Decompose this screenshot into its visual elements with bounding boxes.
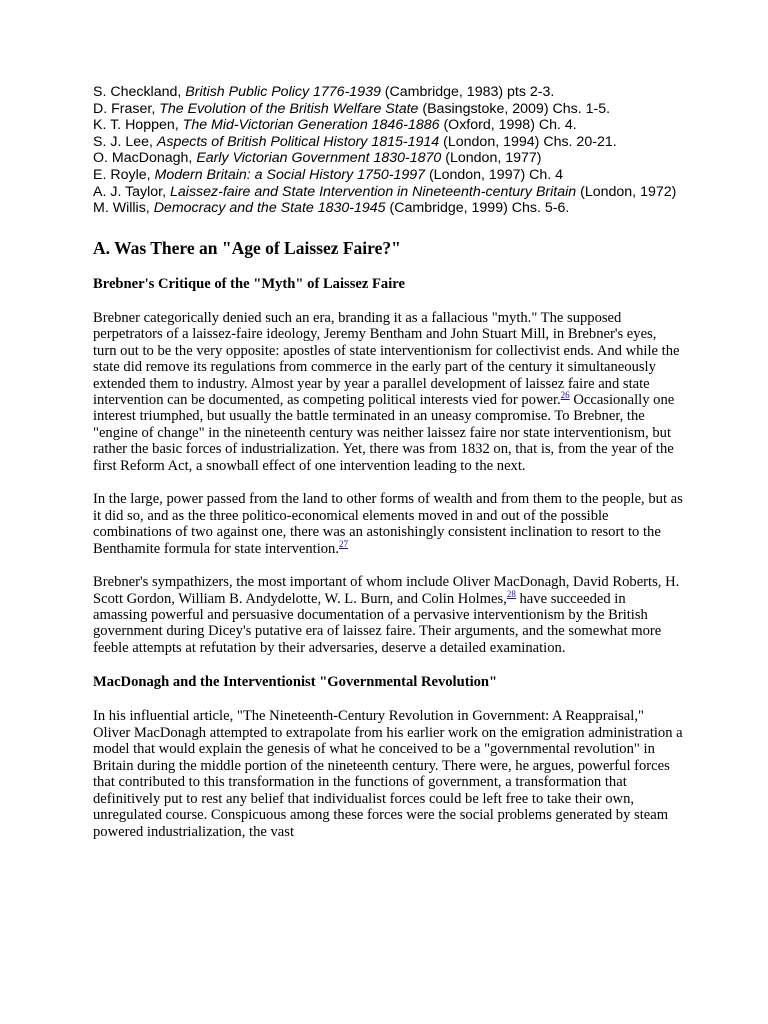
reference-list [93, 84, 683, 217]
reference-item: S. J. Lee, Aspects of British Political History 1815-1914 (London, 1994) Chs. 20-21. [93, 133, 617, 150]
reference-item: O. MacDonagh, Early Victorian Government 1830-1870 (London, 1977) [93, 150, 542, 167]
section-heading: A. Was There an "Age of Laissez Faire?" [93, 237, 401, 258]
footnote-link-26[interactable]: 26 [560, 390, 570, 401]
subheading-macdonagh: MacDonagh and the Interventionist "Governmental Revolution" [93, 674, 498, 691]
document-page [93, 84, 683, 840]
reference-item: D. Fraser, The Evolution of the British Welfare State (Basingstoke, 2009) Chs. 1-5. [93, 100, 611, 117]
reference-item: K. T. Hoppen, The Mid-Victorian Generation 1846-1886 (Oxford, 1998) Ch. 4. [93, 117, 577, 134]
footnote-ref-28 [507, 586, 516, 600]
paragraph-power-passed: In the large, power passed from the land to other forms of wealth and from them to the people, but as it did so, and as the three politico-economical elements moved in and out of the possible combinations of two against one, there was an astonishingly consistent inclination to resort to the Benthamite formula for state intervention.$^{27}$ [93, 491, 683, 557]
paragraph-brebner-critique: Brebner categorically denied such an era, branding it as a fallacious "myth." The supposed perpetrators of a laissez-faire ideology, Jeremy Bentham and John Stuart Mill, in Brebner's eyes, turn out to be the very opposite: apostles of state interventionism for collectivist ends. And while the state did remove its regulations from commerce in the early part of the century it simultaneously extended them to industry. Almost year by year a parallel development of laissez faire and state intervention can be documented, as competing political interests vied for power.$^{26}$ Occasionally one interest triumphed, but usually the battle terminated in an uneasy compromise. To Brebner, the "engine of change" in the nineteenth century was neither laissez faire nor state interventionism, but rather the basic forces of industrialization. Yet, there was from 1832 on, that is, from the year of the first Reform Act, a snowball effect of one intervention leading to the next. [93, 309, 680, 474]
footnote-ref-26 [561, 387, 570, 401]
reference-item: E. Royle, Modern Britain: a Social History 1750-1997 (London, 1997) Ch. 4 [93, 166, 564, 183]
footnote-ref-27 [339, 536, 348, 550]
reference-item: S. Checkland, British Public Policy 1776-1939 (Cambridge, 1983) pts 2-3. [93, 84, 555, 100]
reference-item: A. J. Taylor, Laissez-faire and State Intervention in Nineteenth-century Britain (London, 1972) [93, 183, 677, 200]
footnote-link-27[interactable]: 27 [339, 538, 348, 549]
paragraph-sympathizers: Brebner's sympathizers, the most important of whom include Oliver MacDonagh, David Roberts, H. Scott Gordon, William B. Andydelotte, W. L. Burn, and Colin Holmes,$^{28}$ have succeeded in amassing powerful and persuasive documentation of a pervasive interventionism by the British government during Dicey's putative era of laissez faire. Their arguments, and the somewhat more feeble attempts at refutation by their adversaries, deserve a detailed examination. [93, 574, 680, 656]
reference-item: M. Willis, Democracy and the State 1830-1945 (Cambridge, 1999) Chs. 5-6. [93, 200, 570, 217]
paragraph-macdonagh: In his influential article, "The Nineteenth-Century Revolution in Government: A Reappraisal," Oliver MacDonagh attempted to extrapolate from his earlier work on the emigration administration a model that would explain the genesis of what he conceived to be a "governmental revolution" in Britain during the middle portion of the nineteenth century. There were, he argues, powerful forces that contributed to this transformation in the functions of government, a transformation that definitively put to rest any belief that individualist forces could be left free to take their own, unregulated course. Conspicuous among these forces were the social problems generated by steam powered industrialization, the vast [93, 708, 683, 840]
subheading-brebner: Brebner's Critique of the "Myth" of Laissez Faire [93, 275, 405, 292]
footnote-link-28[interactable]: 28 [506, 588, 516, 599]
